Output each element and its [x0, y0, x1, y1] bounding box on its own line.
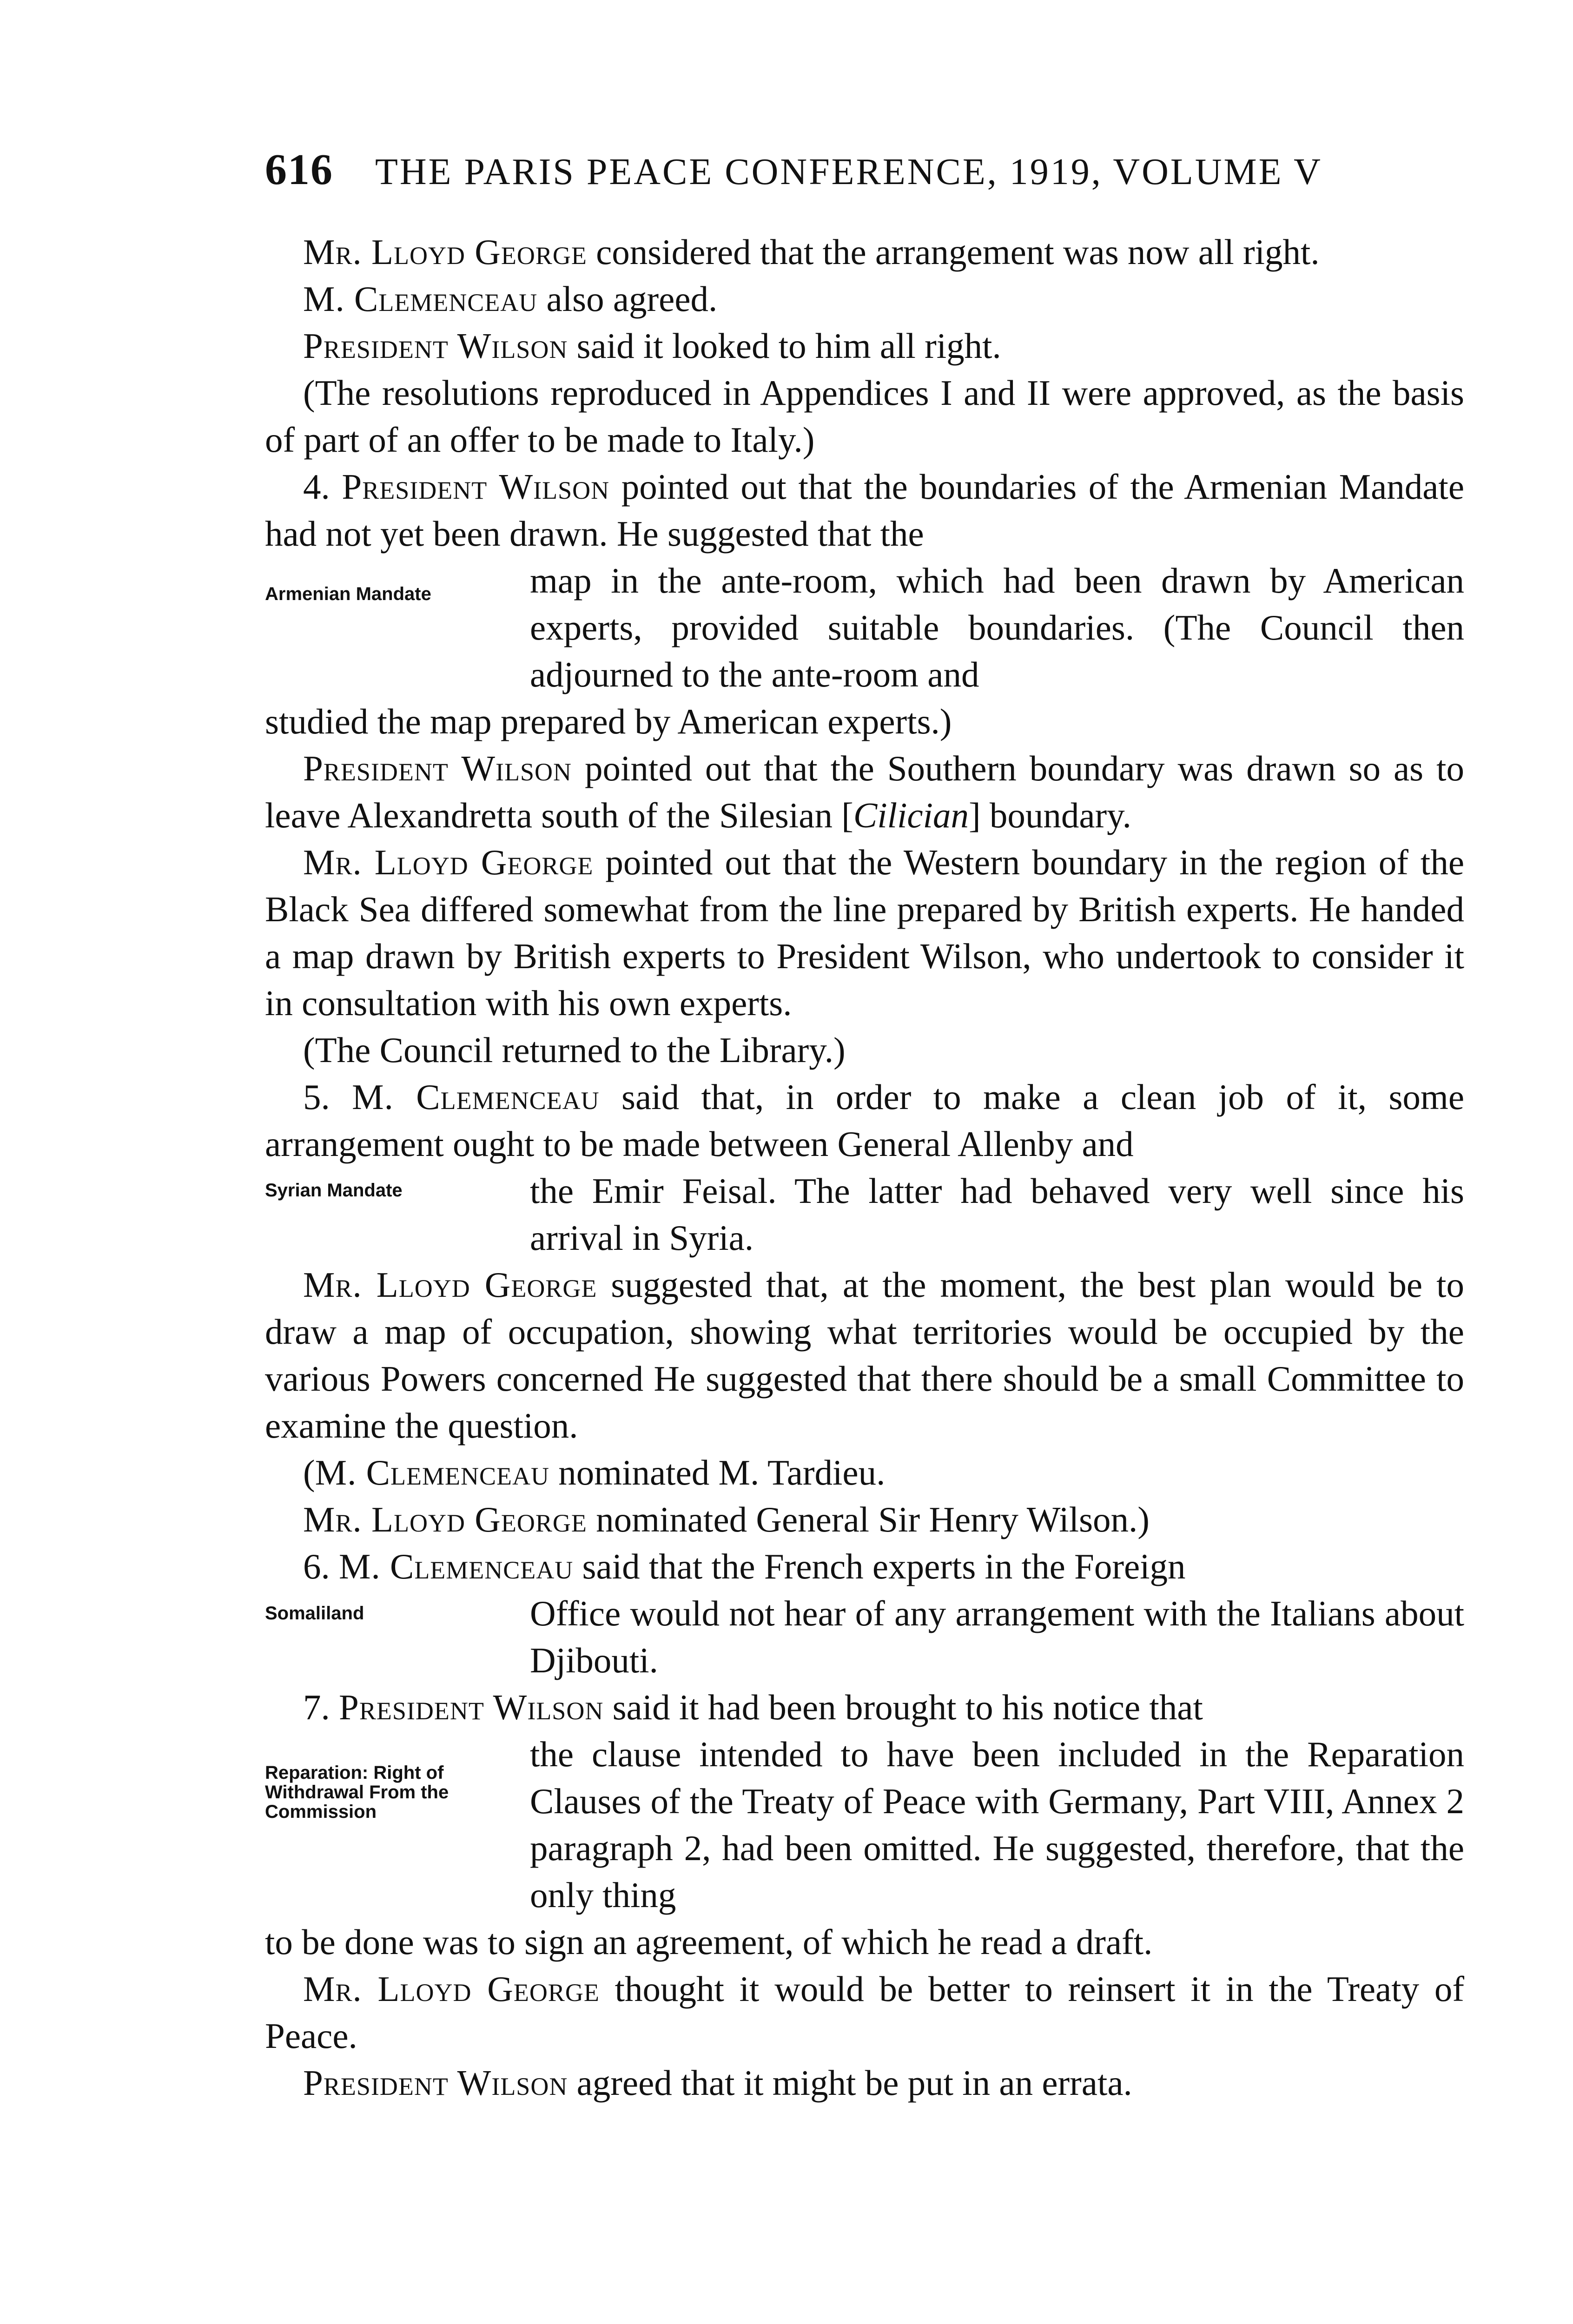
speaker-name: President Wilson [303, 326, 568, 366]
item-number: 6. [303, 1546, 339, 1586]
paragraph-reinsert-in-treaty [265, 1966, 1464, 2060]
item-tail-text: to be done was to sign an agreement, of which he read a draft. [265, 1922, 1153, 1962]
paragraph-clemenceau-agrees [265, 276, 1464, 323]
speaker-name: M. Clemenceau [352, 1077, 600, 1117]
paragraph-text: said that, in order to make a clean job of it, some arrangement ought to be made between General Allenby and [265, 1077, 1464, 1164]
item-lead-text [265, 1074, 1464, 1168]
paragraph-text: considered that the arrangement was now all right. [587, 232, 1320, 272]
item-lead-text [265, 1543, 1464, 1590]
speaker-name: President Wilson [303, 2063, 568, 2103]
page-header [265, 144, 1474, 195]
paragraph-map-of-occupation [265, 1261, 1464, 1449]
running-title: THE PARIS PEACE CONFERENCE, 1919, VOLUME V [375, 152, 1322, 192]
speaker-name: President Wilson [339, 1687, 604, 1727]
cilician-correction: Cilician [853, 795, 969, 835]
open-paren: ( [303, 1452, 315, 1492]
item-shaped-text: the clause intended to have been included in the Reparation Clauses of the Treaty of Peace with Germany, Part VIII, Annex 2 paragraph 2, had been omitted. He suggested, therefore, that the only thing [530, 1734, 1464, 1915]
item-shaped-text: Office would not hear of any arrangement with the Italians about Djibouti. [530, 1593, 1464, 1680]
paragraph-council-returned [265, 1027, 1464, 1074]
speaker-name: Mr. Lloyd George [303, 1265, 597, 1305]
paragraph-text: suggested that, at the moment, the best plan would be to draw a map of occupation, showing what territories would be occupied by the various Powers concerned He suggested that there should be a small Committee to examine the question. [265, 1265, 1464, 1446]
paragraph-text: pointed out that the Western boundary in the region of the Black Sea differed somewhat from the line prepared by British experts. He handed a map drawn by British experts to President Wilson, who undertook to consider it in consultation with his own experts. [265, 842, 1464, 1023]
item-tail-text: studied the map prepared by American experts.) [265, 701, 952, 741]
paragraph-text: pointed out that the Southern boundary was drawn so as to leave Alexandretta south of the Silesian [ [265, 748, 1464, 835]
item-number: 7. [303, 1687, 339, 1727]
paragraph-text: agreed that it might be put in an errata. [568, 2063, 1132, 2103]
paragraph-text-end: ] boundary. [968, 795, 1131, 835]
paragraph-western-boundary [265, 839, 1464, 1027]
speaker-name: M. Clemenceau [339, 1546, 574, 1586]
speaker-name: M. Clemenceau [315, 1452, 549, 1492]
speaker-name: President Wilson [342, 467, 610, 507]
speaker-name: Mr. Lloyd George [303, 232, 587, 272]
paragraph-text: nominated M. Tardieu. [549, 1452, 886, 1492]
side-note-somaliland: Somaliland [265, 1603, 364, 1624]
item-reparation [265, 1684, 1464, 1966]
item-shaped-text: the Emir Feisal. The latter had behaved very well since his arrival in Syria. [530, 1171, 1464, 1258]
paragraph-text: said it looked to him all right. [568, 326, 1001, 366]
paragraph-text: (The resolutions reproduced in Appendices I and II were approved, as the basis of part of an offer to be made to Italy.) [265, 373, 1464, 460]
paragraph-text: thought it would be better to reinsert it in the Treaty of Peace. [265, 1969, 1464, 2056]
item-lead-text [265, 1684, 1464, 1731]
paragraph-errata [265, 2060, 1464, 2106]
body-text [265, 229, 1464, 2106]
item-number: 4. [303, 467, 342, 507]
paragraph-clemenceau-nominates [265, 1449, 1464, 1496]
speaker-name: M. Clemenceau [303, 279, 538, 319]
item-armenian-mandate [265, 463, 1464, 745]
item-number: 5. [303, 1077, 352, 1117]
paragraph-lloyd-george-nominates [265, 1496, 1464, 1543]
paragraph-text: pointed out that the boundaries of the Armenian Mandate had not yet been drawn. He suggested that the [265, 467, 1465, 554]
side-note-reparation: Reparation: Right of Withdrawal From the Commission [265, 1763, 449, 1822]
page-number: 616 [265, 145, 333, 194]
item-lead-text [265, 463, 1464, 557]
paragraph-resolutions-approved [265, 370, 1464, 463]
paragraph-text: also agreed. [537, 279, 718, 319]
paragraph-text: said it had been brought to his notice that [603, 1687, 1203, 1727]
paragraph-text: nominated General Sir Henry Wilson.) [587, 1499, 1150, 1539]
speaker-name: President Wilson [303, 748, 572, 788]
speaker-name: Mr. Lloyd George [303, 1969, 600, 2009]
item-somaliland [265, 1543, 1464, 1684]
paragraph-text: said that the French experts in the Foreign [573, 1546, 1186, 1586]
item-shaped-text: map in the ante-room, which had been drawn by American experts, provided suitable boundaries. (The Council then adjourned to the ante-room and [530, 561, 1464, 694]
paragraph-wilson-agrees [265, 323, 1464, 370]
speaker-name: Mr. Lloyd George [303, 1499, 587, 1539]
paragraph-text: (The Council returned to the Library.) [303, 1030, 846, 1070]
side-note-armenian-mandate: Armenian Mandate [265, 584, 431, 604]
item-syrian-mandate [265, 1074, 1464, 1261]
speaker-name: Mr. Lloyd George [303, 842, 594, 882]
paragraph-lloyd-george-agrees [265, 229, 1464, 276]
side-note-syrian-mandate: Syrian Mandate [265, 1180, 403, 1201]
paragraph-southern-boundary [265, 745, 1464, 839]
